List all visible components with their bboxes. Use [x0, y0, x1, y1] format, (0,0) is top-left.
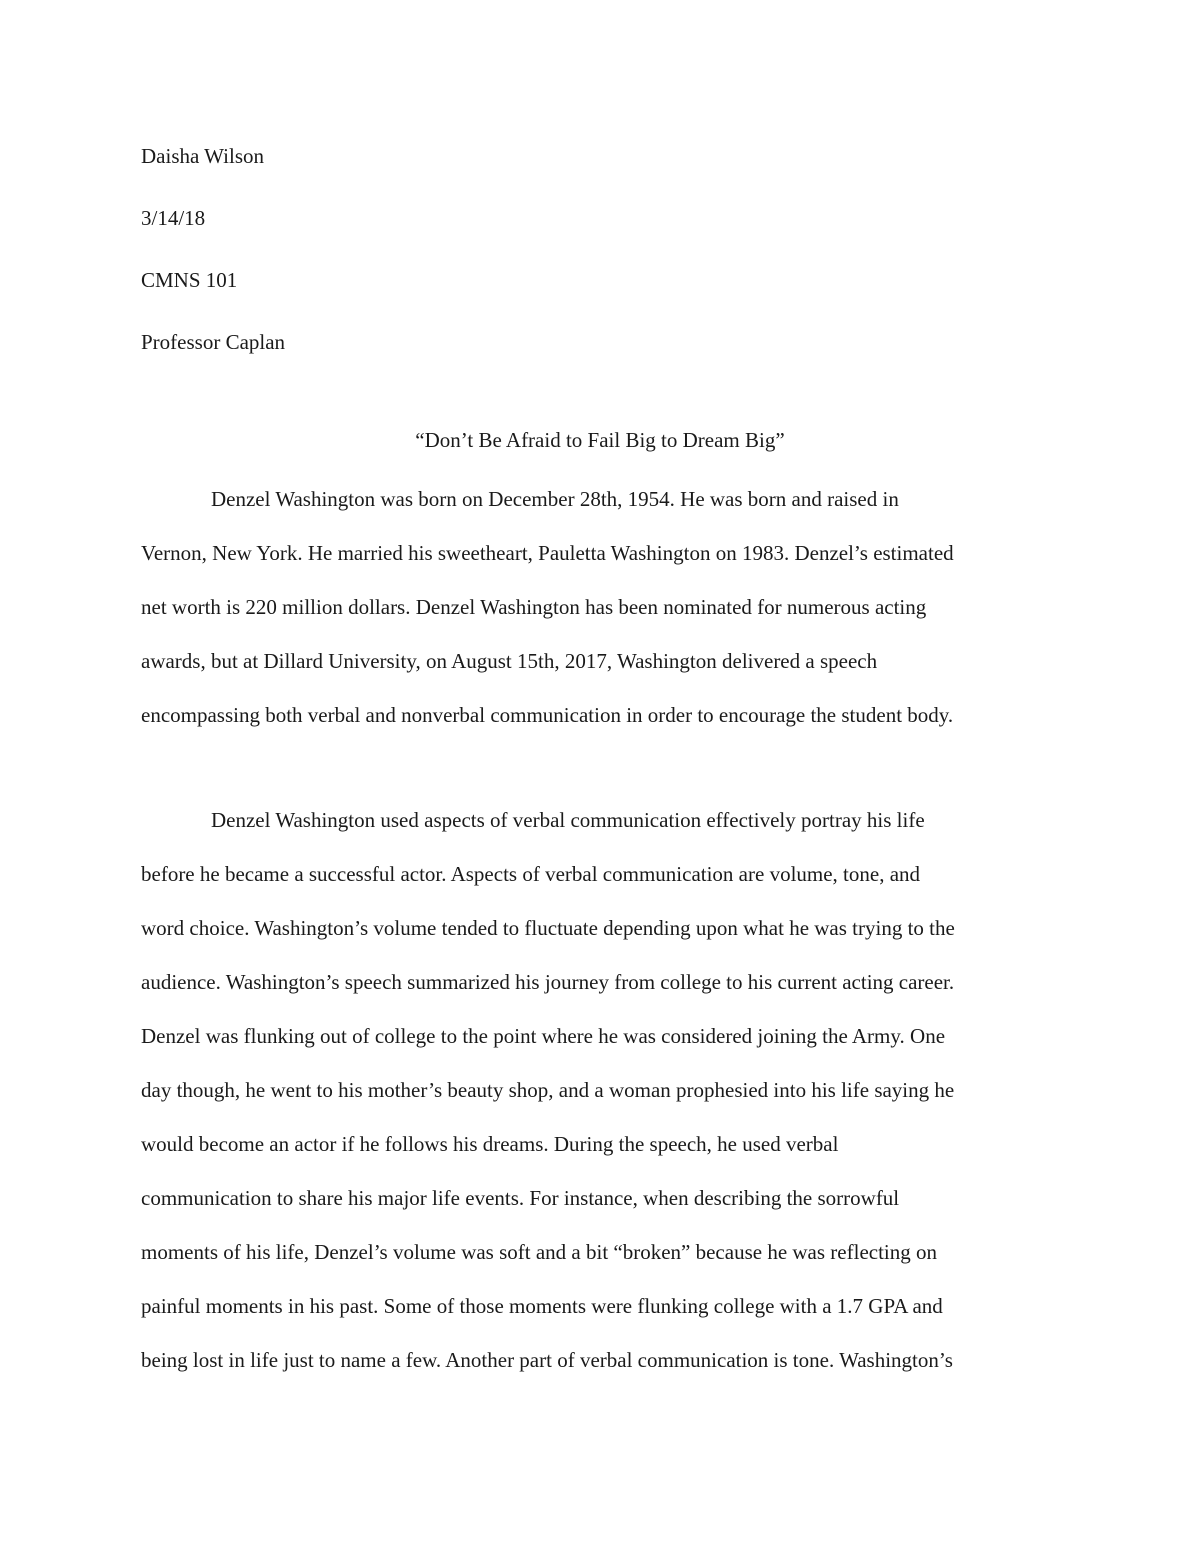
paragraph-line: awards, but at Dillard University, on August 15th, 2017, Washington delivered a speech [141, 649, 878, 673]
paragraph-line: painful moments in his past. Some of those moments were flunking college with a 1.7 GPA and [141, 1294, 943, 1318]
paragraph-line: being lost in life just to name a few. Another part of verbal communication is tone. Washington’s [141, 1348, 953, 1372]
course-code: CMNS 101 [141, 268, 238, 292]
paragraph-line: communication to share his major life events. For instance, when describing the sorrowful [141, 1186, 900, 1210]
paragraph-line: day though, he went to his mother’s beauty shop, and a woman prophesied into his life saying he [141, 1078, 955, 1102]
paragraph-line: before he became a successful actor. Aspects of verbal communication are volume, tone, and [141, 862, 921, 886]
paragraph-line: encompassing both verbal and nonverbal communication in order to encourage the student body. [141, 703, 954, 727]
paragraph-line: audience. Washington’s speech summarized his journey from college to his current acting career. [141, 970, 955, 994]
document-date: 3/14/18 [141, 206, 206, 230]
paragraph-line: Vernon, New York. He married his sweetheart, Pauletta Washington on 1983. Denzel’s estimated [141, 541, 954, 565]
author-name: Daisha Wilson [141, 144, 265, 168]
paragraph-line: would become an actor if he follows his dreams. During the speech, he used verbal [141, 1132, 839, 1156]
paragraph-line: Denzel was flunking out of college to the point where he was considered joining the Army. One [141, 1024, 946, 1048]
essay-title: “Don’t Be Afraid to Fail Big to Dream Big” [415, 428, 785, 452]
paragraph-line: moments of his life, Denzel’s volume was soft and a bit “broken” because he was reflecting on [141, 1240, 938, 1264]
paragraph-line: net worth is 220 million dollars. Denzel Washington has been nominated for numerous acting [141, 595, 927, 619]
paragraph-line: Denzel Washington was born on December 28th, 1954. He was born and raised in [211, 487, 899, 511]
professor-name: Professor Caplan [141, 330, 286, 354]
paragraph-line: word choice. Washington’s volume tended to fluctuate depending upon what he was trying to the [141, 916, 955, 940]
paragraph-line: Denzel Washington used aspects of verbal communication effectively portray his life [211, 808, 925, 832]
